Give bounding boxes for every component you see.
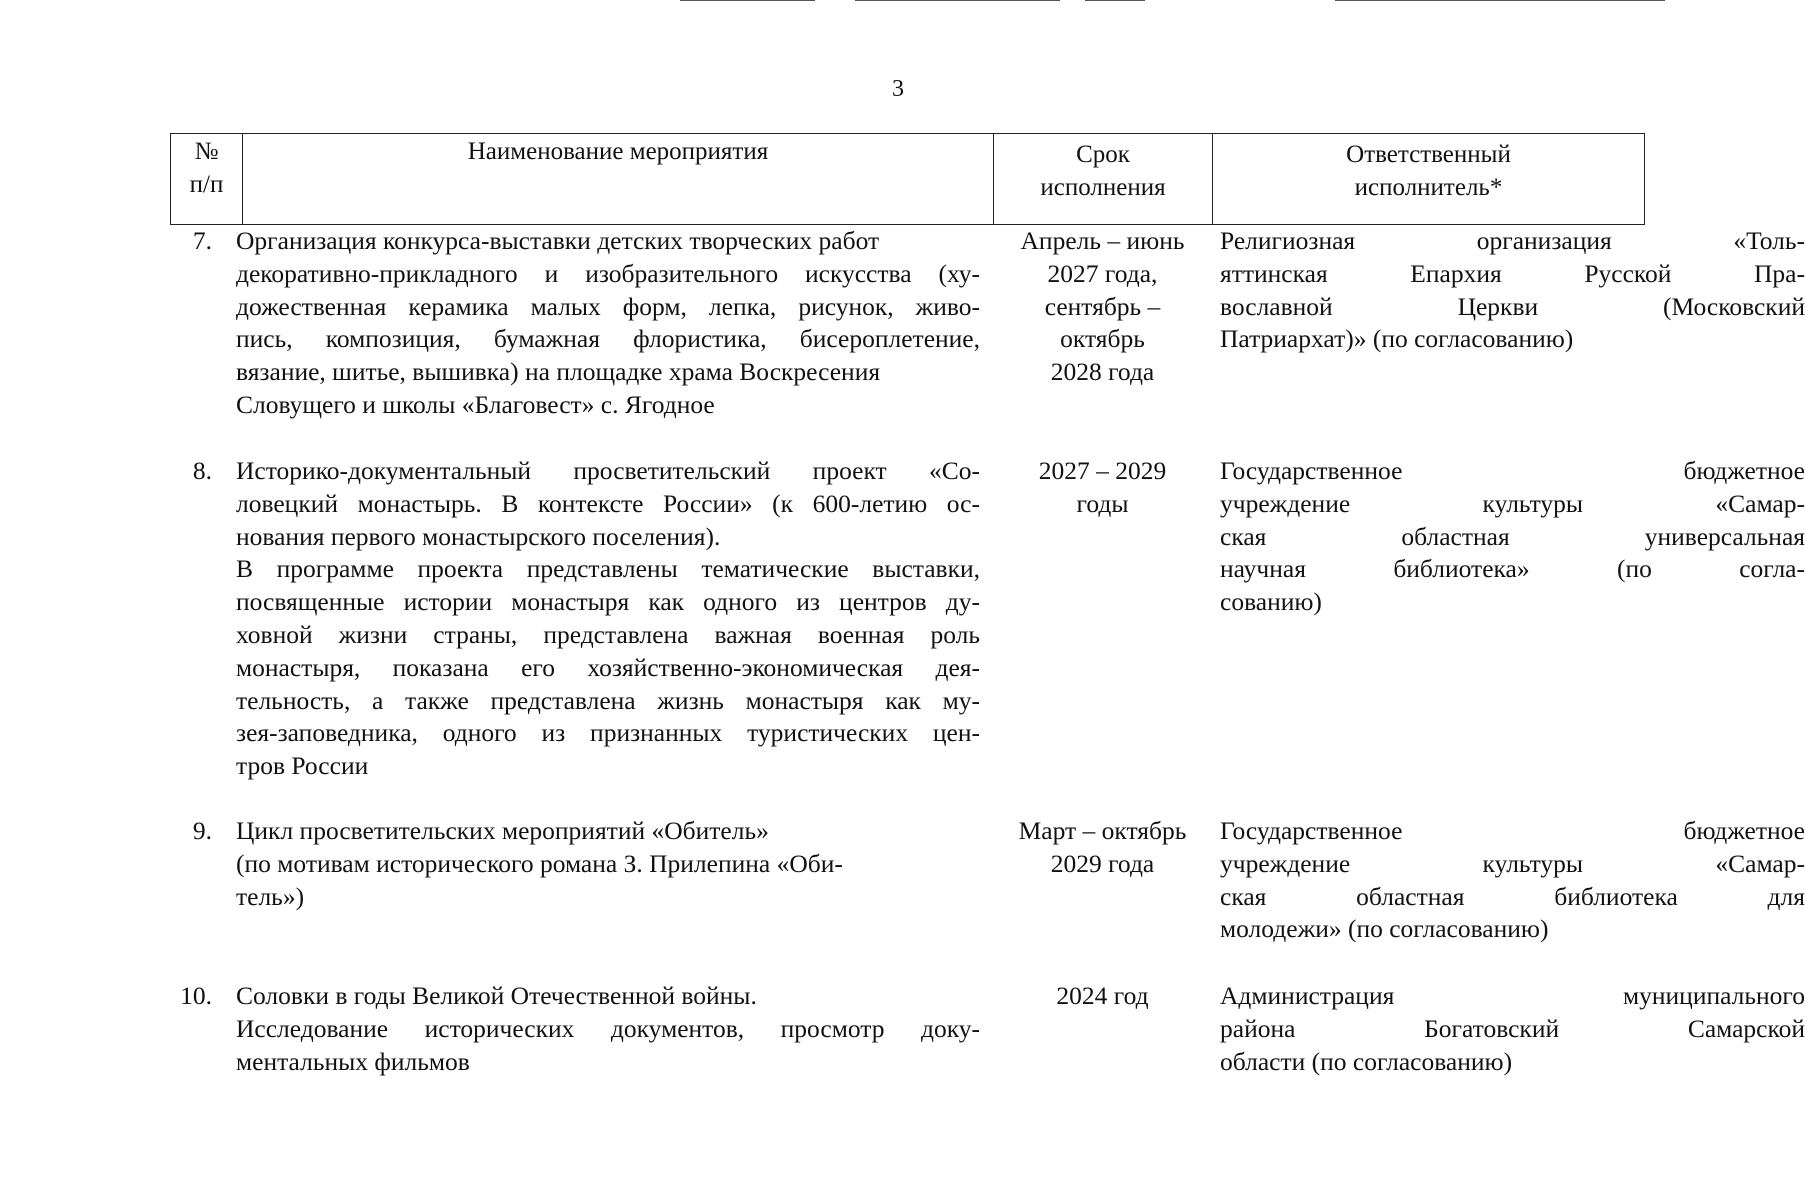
event-term xyxy=(993,455,1212,521)
text-line: ментальных фильмов xyxy=(236,1046,470,1076)
text-line: ская областная библиотека для xyxy=(1220,881,1805,911)
text-line: Словущего и школы «Благовест» с. Ягодное xyxy=(236,389,715,419)
text-line: пись, композиция, бумажная флористика, бисероплетение, xyxy=(236,324,980,354)
text-line: тельность, а также представлена жизнь монастыря как му- xyxy=(236,685,980,715)
text-line: яттинская Епархия Русской Пра- xyxy=(1220,258,1805,288)
event-term xyxy=(993,815,1212,881)
text-line: октябрь xyxy=(1060,324,1145,354)
text-line: Март – октябрь xyxy=(1018,816,1187,845)
text-line: 2029 года xyxy=(1050,848,1155,878)
event-name xyxy=(236,225,980,422)
text-line: 2027 – 2029 xyxy=(1038,456,1167,485)
text-line: Администрация муниципального xyxy=(1220,981,1805,1010)
text-line: тель») xyxy=(236,881,305,911)
header-number-label: п/п xyxy=(189,171,224,198)
row-number: 8. xyxy=(192,456,212,485)
text-line: научная библиотека» (по согла- xyxy=(1220,554,1805,584)
header-term-column xyxy=(994,134,1213,224)
header-number-column xyxy=(171,134,243,224)
text-line: Государственное бюджетное xyxy=(1220,456,1805,485)
text-line: учреждение культуры «Самар- xyxy=(1220,848,1805,878)
header-term-label: Срок xyxy=(1076,141,1130,168)
text-line: В программе проекта представлены тематические выставки, xyxy=(236,554,980,584)
text-line: посвященные истории монастыря как одного из центров ду- xyxy=(236,587,980,617)
text-line: ховной жизни страны, представлена важная военная роль xyxy=(236,619,980,649)
text-line: области (по согласованию) xyxy=(1220,1046,1513,1076)
event-name xyxy=(236,980,980,1078)
event-responsible xyxy=(1220,225,1805,356)
row-number: 10. xyxy=(180,981,212,1010)
text-line: монастыря, показана его хозяйственно-экономическая дея- xyxy=(236,652,980,682)
header-number-label: № xyxy=(194,138,219,165)
text-line: Соловки в годы Великой Отечественной войны. xyxy=(236,981,757,1010)
text-line: вязание, шитье, вышивка) на площадке храма Воскресения xyxy=(236,357,881,387)
event-term xyxy=(993,980,1212,1013)
header-responsible-label: исполнитель* xyxy=(1354,174,1503,201)
event-term xyxy=(993,225,1212,389)
text-line: Религиозная организация «Толь- xyxy=(1220,226,1805,255)
text-line: Организация конкурса-выставки детских творческих работ xyxy=(236,226,880,255)
text-line: нования первого монастырского поселения). xyxy=(236,521,721,551)
text-line: Цикл просветительских мероприятий «Обитель» xyxy=(236,816,769,845)
text-line: ская областная универсальная xyxy=(1220,521,1805,551)
scan-artifact xyxy=(680,0,815,1)
text-line: молодежи» (по согласованию) xyxy=(1220,914,1549,944)
text-line: декоративно-прикладного и изобразительного искусства (ху- xyxy=(236,258,980,288)
table-header xyxy=(170,133,1645,225)
text-line: Апрель – июнь xyxy=(1020,226,1185,255)
scan-artifact xyxy=(1335,0,1665,1)
text-line: 2028 года xyxy=(1050,357,1155,387)
text-line: ловецкий монастырь. В контексте России» (к 600-летию ос- xyxy=(236,488,980,518)
row-number: 9. xyxy=(192,816,212,845)
text-line: 2024 год xyxy=(1056,981,1149,1010)
text-line: Государственное бюджетное xyxy=(1220,816,1805,845)
row-number: 7. xyxy=(192,226,212,255)
text-line: тров России xyxy=(236,751,369,781)
page-number: 3 xyxy=(892,76,904,102)
text-line: годы xyxy=(1076,488,1129,518)
text-line: сованию) xyxy=(1220,587,1322,617)
event-name xyxy=(236,455,980,783)
event-responsible xyxy=(1220,980,1805,1078)
text-line: зея-заповедника, одного из признанных туристических цен- xyxy=(236,718,980,748)
text-line: Исследование исторических документов, просмотр доку- xyxy=(236,1013,980,1043)
header-term-label: исполнения xyxy=(1040,174,1166,201)
scan-artifact xyxy=(855,0,1060,1)
event-responsible xyxy=(1220,455,1805,619)
text-line: района Богатовский Самарской xyxy=(1220,1013,1805,1043)
header-responsible-column xyxy=(1213,134,1644,224)
header-responsible-label: Ответственный xyxy=(1346,141,1511,168)
text-line: Историко-документальный просветительский проект «Со- xyxy=(236,456,980,485)
header-name-column: Наименование мероприятия xyxy=(243,134,994,224)
text-line: 2027 года, xyxy=(1047,258,1158,288)
text-line: учреждение культуры «Самар- xyxy=(1220,488,1805,518)
event-name xyxy=(236,815,980,913)
text-line: вославной Церкви (Московский xyxy=(1220,291,1805,321)
text-line: дожественная керамика малых форм, лепка, рисунок, живо- xyxy=(236,291,980,321)
text-line: сентябрь – xyxy=(1044,291,1161,321)
scan-artifact xyxy=(1085,0,1145,1)
text-line: (по мотивам исторического романа З. Прилепина «Оби- xyxy=(236,848,843,878)
event-responsible xyxy=(1220,815,1805,946)
text-line: Патриархат)» (по согласованию) xyxy=(1220,324,1574,354)
